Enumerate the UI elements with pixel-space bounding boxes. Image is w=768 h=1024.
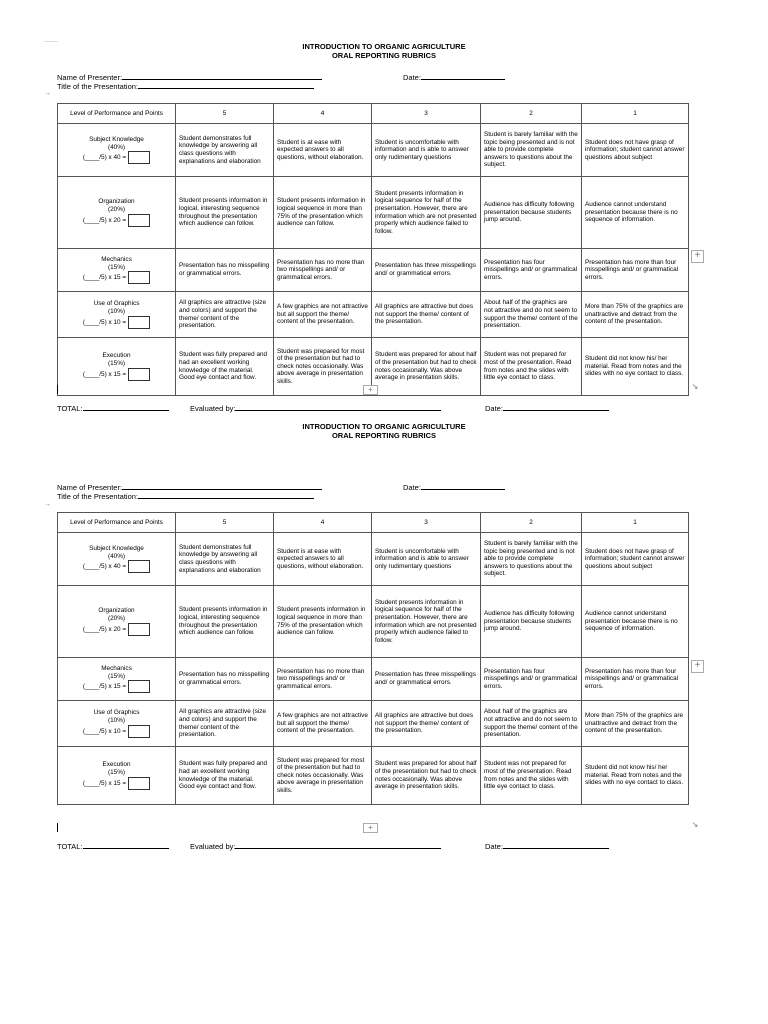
total-label: TOTAL: <box>57 404 83 413</box>
table-row <box>58 292 689 338</box>
rubric-title: INTRODUCTION TO ORGANIC AGRICULTURE <box>302 42 466 51</box>
score-box[interactable] <box>128 214 150 227</box>
formula-text: (____/5) x 20 = <box>82 216 127 224</box>
rubric-cell: Student is barely familiar with the topic being presented and is not able to provide complete answers to questions about the subject. <box>481 124 582 177</box>
criterion-name: Mechanics <box>101 255 132 263</box>
date-label: Date: <box>403 483 421 492</box>
rubric-cell: Student was not prepared for most of the presentation. Read from notes and the slides with little eye contact to class. <box>481 747 582 805</box>
date-label: Date: <box>403 73 421 82</box>
criterion-formula <box>61 214 172 227</box>
rubric-cell: Student does not have grasp of information; student cannot answer questions about subject <box>582 124 689 177</box>
rubric-cell: Presentation has no more than two misspellings and/ or grammatical errors. <box>274 658 372 701</box>
rubric-cell: All graphics are attractive (size and colors) and support the theme/ content of the presentation. <box>176 292 274 338</box>
rubric-cell: A few graphics are not attractive but all support the theme/ content of the presentation. <box>274 701 372 747</box>
formula-text: (____/5) x 15 = <box>82 683 127 691</box>
criterion-name: Mechanics <box>101 664 132 672</box>
table-row <box>58 701 689 747</box>
criterion-weight: (15%) <box>107 769 126 776</box>
table-row <box>58 586 689 658</box>
formula-text: (____/5) x 15 = <box>82 274 127 282</box>
criterion-name: Organization <box>98 607 135 615</box>
level-5-header: 5 <box>176 104 274 124</box>
score-box[interactable] <box>128 368 150 381</box>
table-row <box>58 177 689 249</box>
level-1-header: 1 <box>582 513 689 533</box>
criterion-formula <box>61 777 172 790</box>
rubric-cell: Student was prepared for most of the presentation but had to check notes occasionally. Was above average in presentation skills. <box>274 338 372 396</box>
date-signed-label: Date: <box>485 842 503 851</box>
score-box[interactable] <box>128 777 150 790</box>
rubric-cell: Audience cannot understand presentation because there is no sequence of information. <box>582 586 689 658</box>
criterion-weight: (15%) <box>107 263 126 271</box>
formula-text: (____/5) x 15 = <box>82 779 127 787</box>
presenter-name-blank[interactable] <box>122 72 322 80</box>
table-move-icon[interactable]: → <box>44 90 51 97</box>
formula-text: (____/5) x 40 = <box>82 563 127 571</box>
rubric-cell: All graphics are attractive but does not support the theme/ content of the presentation. <box>372 292 481 338</box>
presentation-title-label: Title of the Presentation: <box>57 82 139 91</box>
rubric-cell: Presentation has more than four misspellings and/ or grammatical errors. <box>582 658 689 701</box>
score-box[interactable] <box>128 680 150 693</box>
date-signed-label: Date: <box>485 404 503 413</box>
total-blank[interactable] <box>83 841 169 849</box>
criterion-cell <box>58 701 176 747</box>
criterion-formula <box>61 623 172 636</box>
level-3-header: 3 <box>372 104 481 124</box>
evaluated-by-label: Evaluated by: <box>190 404 236 413</box>
criterion-weight: (15%) <box>107 672 126 680</box>
rubric-cell: More than 75% of the graphics are unattractive and detract from the content of the presentation. <box>582 701 689 747</box>
rubric-cell: Presentation has four misspellings and/ or grammatical errors. <box>481 249 582 292</box>
criterion-name: Use of Graphics <box>93 709 140 717</box>
rubric-cell: Student was prepared for about half of the presentation but had to check notes occasionally. Was above average in presentation skills. <box>372 338 481 396</box>
criterion-formula <box>61 316 172 329</box>
score-box[interactable] <box>128 316 150 329</box>
date-field[interactable] <box>403 482 505 492</box>
criterion-name: Subject Knowledge <box>89 544 144 552</box>
criterion-name: Use of Graphics <box>93 300 140 308</box>
presentation-title-field[interactable] <box>57 491 314 501</box>
rubric-cell: About half of the graphics are not attractive and do not seem to support the theme/ content of the presentation. <box>481 701 582 747</box>
rubric-cell: Student did not know his/ her material. Read from notes and the slides with no eye contact to class. <box>582 338 689 396</box>
level-5-header: 5 <box>176 513 274 533</box>
criterion-cell <box>58 586 176 658</box>
table-row <box>58 747 689 805</box>
level-4-header: 4 <box>274 104 372 124</box>
rubric-cell: Student does not have grasp of information; student cannot answer questions about subject <box>582 533 689 586</box>
rubric-cell: Presentation has three misspellings and/ or grammatical errors. <box>372 249 481 292</box>
level-3-header: 3 <box>372 513 481 533</box>
rubric-cell: Student was fully prepared and had an excellent working knowledge of the material. Good eye contact and flow. <box>176 747 274 805</box>
score-box[interactable] <box>128 151 150 164</box>
criterion-cell <box>58 124 176 177</box>
level-1-header: 1 <box>582 104 689 124</box>
rubric-cell: Student was fully prepared and had an excellent working knowledge of the material. Good eye contact and flow. <box>176 338 274 396</box>
criterion-formula <box>61 560 172 573</box>
total-label: TOTAL: <box>57 842 83 851</box>
rubric-cell: Presentation has no more than two misspellings and/ or grammatical errors. <box>274 249 372 292</box>
rubric-cell: Student was prepared for about half of the presentation but had to check notes occasionally. Was above average in presentation skills. <box>372 747 481 805</box>
rubric-cell: Student presents information in logical sequence for half of the presentation. However, there are information which are not presented properly which audience failed to follow. <box>372 177 481 249</box>
rubric-cell: Student was not prepared for most of the presentation. Read from notes and the slides with little eye contact to class. <box>481 338 582 396</box>
rubric-cell: Presentation has four misspellings and/ or grammatical errors. <box>481 658 582 701</box>
rubric-cell: Student presents information in logical, interesting sequence throughout the presentation which audience can follow. <box>176 586 274 658</box>
level-2-header: 2 <box>481 104 582 124</box>
rubric-cell: Student demonstrates full knowledge by answering all class questions with explanations and elaboration <box>176 124 274 177</box>
score-box[interactable] <box>128 560 150 573</box>
criterion-cell <box>58 658 176 701</box>
rubric-cell: All graphics are attractive but does not support the theme/ content of the presentation. <box>372 701 481 747</box>
level-4-header: 4 <box>274 513 372 533</box>
formula-text: (____/5) x 10 = <box>82 727 127 735</box>
rubric-table <box>57 512 689 805</box>
score-box[interactable] <box>128 623 150 636</box>
rubric-cell: Student presents information in logical, interesting sequence throughout the presentation which audience can follow. <box>176 177 274 249</box>
table-row <box>58 533 689 586</box>
criterion-name: Execution <box>102 352 131 360</box>
presenter-name-label: Name of Presenter: <box>57 73 123 82</box>
formula-text: (____/5) x 10 = <box>82 318 127 326</box>
criterion-weight: (10%) <box>107 717 126 724</box>
evaluated-by-field[interactable] <box>190 841 441 851</box>
rubric-cell: Audience has difficulty following presentation because students jump around. <box>481 177 582 249</box>
rubric-copy-2 <box>0 410 768 851</box>
level-header: Level of Performance and Points <box>58 513 176 533</box>
presentation-title-blank[interactable] <box>138 491 314 499</box>
rubric-cell: Student presents information in logical sequence in more than 75% of the presentation which audience can follow. <box>274 177 372 249</box>
header-row <box>58 513 689 533</box>
level-2-header: 2 <box>481 513 582 533</box>
rubric-cell: A few graphics are not attractive but all support the theme/ content of the presentation. <box>274 292 372 338</box>
table-row <box>58 249 689 292</box>
rubric-cell: Student demonstrates full knowledge by answering all class questions with explanations and elaboration <box>176 533 274 586</box>
presentation-title-label: Title of the Presentation: <box>57 492 139 501</box>
rubric-cell: Student presents information in logical sequence for half of the presentation. However, there are information which are not presented properly which audience failed to follow. <box>372 586 481 658</box>
criterion-name: Subject Knowledge <box>89 135 144 143</box>
presentation-title-field[interactable] <box>57 81 314 91</box>
criterion-formula <box>61 680 172 693</box>
rubric-cell: Student is at ease with expected answers to all questions, without elaboration. <box>274 124 372 177</box>
evaluated-by-blank[interactable] <box>235 841 441 849</box>
date-signed-field[interactable] <box>485 841 609 851</box>
formula-text: (____/5) x 15 = <box>82 370 127 378</box>
text-cursor <box>57 823 58 832</box>
table-resize-icon[interactable]: ↘ <box>691 820 699 829</box>
rubric-copy-1 <box>0 30 768 450</box>
formula-text: (____/5) x 40 = <box>82 154 127 162</box>
criterion-name: Organization <box>98 198 135 206</box>
rubric-cell: Student did not know his/ her material. Read from notes and the slides with no eye contact to class. <box>582 747 689 805</box>
criterion-cell <box>58 292 176 338</box>
add-row-button[interactable]: + <box>363 385 378 395</box>
rubric-cell: Audience has difficulty following presentation because students jump around. <box>481 586 582 658</box>
rubric-cell: Student is at ease with expected answers to all questions, without elaboration. <box>274 533 372 586</box>
rubric-cell: More than 75% of the graphics are unattractive and detract from the content of the presentation. <box>582 292 689 338</box>
rubric-title: INTRODUCTION TO ORGANIC AGRICULTURE <box>302 422 466 431</box>
presentation-title-blank[interactable] <box>138 81 314 89</box>
criterion-cell <box>58 533 176 586</box>
criterion-weight: (40%) <box>107 552 126 560</box>
criterion-cell <box>58 747 176 805</box>
rubric-cell: All graphics are attractive (size and colors) and support the theme/ content of the presentation. <box>176 701 274 747</box>
date-blank[interactable] <box>421 482 505 490</box>
total-field[interactable] <box>57 841 169 851</box>
criterion-weight: (20%) <box>107 206 126 213</box>
criterion-formula <box>61 271 172 284</box>
rubric-subtitle: ORAL REPORTING RUBRICS <box>331 51 437 60</box>
rubric-cell: Student was prepared for most of the presentation but had to check notes occasionally. Was above average in presentation skills. <box>274 747 372 805</box>
rubric-cell: About half of the graphics are not attractive and do not seem to support the theme/ content of the presentation. <box>481 292 582 338</box>
criterion-formula <box>61 368 172 381</box>
rubric-cell: Student presents information in logical sequence in more than 75% of the presentation which audience can follow. <box>274 586 372 658</box>
rubric-cell: Student is barely familiar with the topic being presented and is not able to provide complete answers to questions about the subject. <box>481 533 582 586</box>
rubric-cell: Presentation has more than four misspellings and/ or grammatical errors. <box>582 249 689 292</box>
table-resize-icon[interactable]: ↘ <box>691 382 699 391</box>
criterion-weight: (15%) <box>107 360 126 367</box>
presenter-name-blank[interactable] <box>122 482 322 490</box>
table-row <box>58 124 689 177</box>
formula-text: (____/5) x 20 = <box>82 625 127 633</box>
rubric-cell: Audience cannot understand presentation because there is no sequence of information. <box>582 177 689 249</box>
criterion-name: Execution <box>102 761 131 769</box>
rubric-cell: Presentation has three misspellings and/ or grammatical errors. <box>372 658 481 701</box>
criterion-formula <box>61 151 172 164</box>
add-column-button[interactable]: + <box>691 250 704 263</box>
rubric-subtitle: ORAL REPORTING RUBRICS <box>331 431 437 440</box>
rubric-table <box>57 103 689 396</box>
rubric-cell: Student is uncomfortable with information and is able to answer only rudimentary questions <box>372 533 481 586</box>
table-row <box>58 658 689 701</box>
level-header: Level of Performance and Points <box>58 104 176 124</box>
header-row <box>58 104 689 124</box>
criterion-cell <box>58 249 176 292</box>
rubric-cell: Presentation has no misspelling or grammatical errors. <box>176 658 274 701</box>
date-signed-blank[interactable] <box>503 841 609 849</box>
criterion-formula <box>61 725 172 738</box>
criterion-weight: (20%) <box>107 615 126 622</box>
score-box[interactable] <box>128 271 150 284</box>
rubric-cell: Student is uncomfortable with information and is able to answer only rudimentary questions <box>372 124 481 177</box>
rubric-cell: Presentation has no misspelling or grammatical errors. <box>176 249 274 292</box>
evaluated-by-label: Evaluated by: <box>190 842 236 851</box>
criterion-cell <box>58 338 176 396</box>
date-field[interactable] <box>403 72 505 82</box>
table-move-icon[interactable]: → <box>44 501 51 508</box>
add-column-button[interactable]: + <box>691 660 704 673</box>
criterion-weight: (10%) <box>107 308 126 315</box>
text-cursor <box>57 385 58 394</box>
presenter-name-label: Name of Presenter: <box>57 483 123 492</box>
criterion-cell <box>58 177 176 249</box>
date-blank[interactable] <box>421 72 505 80</box>
score-box[interactable] <box>128 725 150 738</box>
criterion-weight: (40%) <box>107 143 126 151</box>
add-row-button[interactable]: + <box>363 823 378 833</box>
